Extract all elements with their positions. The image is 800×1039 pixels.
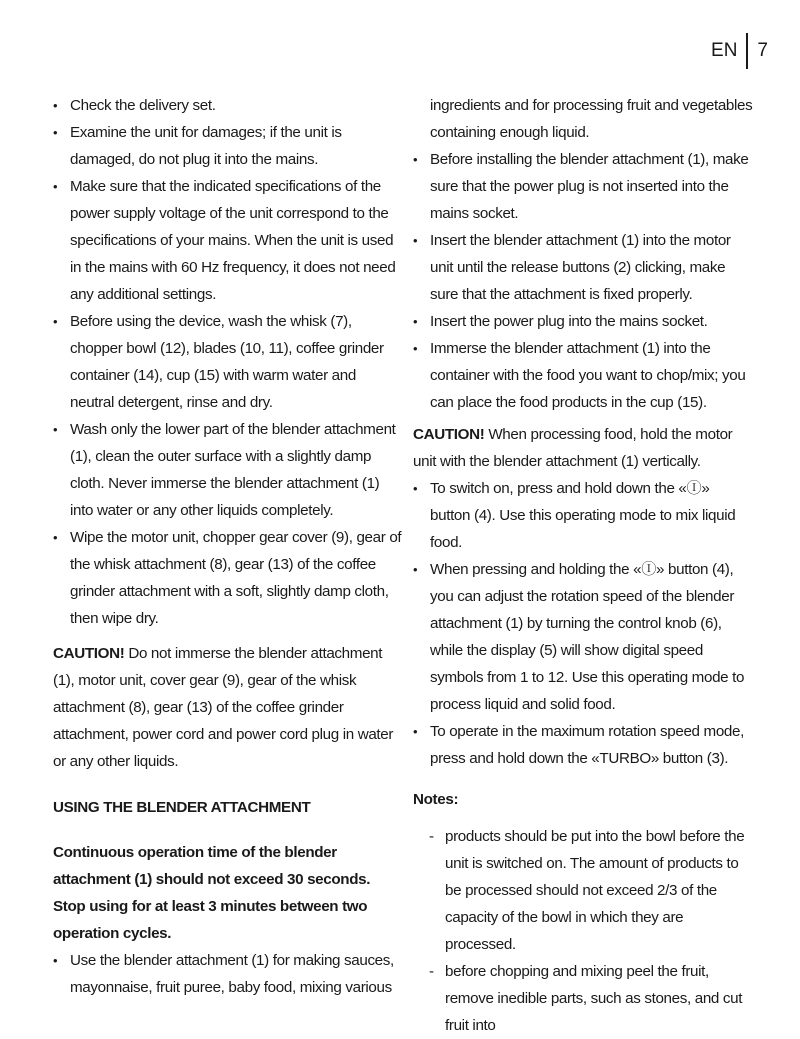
caution-text: Do not immerse the blender attachment (1), motor unit, cover gear (9), gear of the whisk attachment (8), gear (13) of the coffee grinder attachment, power cord and power cord plug in water or any other liquids. [53,645,394,770]
operation-time-warning: Continuous operation time of the blender attachment (1) should not exceed 30 seconds. Stop using for at least 3 minutes between two operation cycles. [53,844,371,942]
caution-label: CAUTION! [53,645,125,662]
preparation-list [53,92,403,632]
list-item: - products should be put into the bowl before the unit is switched on. The amount of products to be processed should not exceed 2/3 of the capacity of the bowl in which they are processed. [429,823,753,958]
notes-list [413,823,753,1039]
operation-list [413,475,753,772]
list-item: • Check the delivery set. [53,92,403,119]
right-column [413,92,753,1039]
list-item: • Wash only the lower part of the blender attachment (1), clean the outer surface with a slightly damp cloth. Never immerse the blender attachment (1) into water or any other liquids completely. [53,416,403,524]
language-code: EN [711,40,738,61]
installation-list [413,146,753,416]
list-item: • Use the blender attachment (1) for making sauces, mayonnaise, fruit puree, baby food, mixing various [53,947,403,1001]
left-column [53,92,403,1001]
caution-label: CAUTION! [413,426,485,443]
caution-text: When processing food, hold the motor unit with the blender attachment (1) vertically. [413,426,733,470]
list-item: • Immerse the blender attachment (1) into the container with the food you want to chop/mix; you can place the food products in the cup (15). [413,335,753,416]
list-item: • Insert the blender attachment (1) into the motor unit until the release buttons (2) clicking, make sure that the attachment is fixed properly. [413,227,753,308]
page-number: 7 [757,40,768,61]
notes-heading: Notes: [413,791,459,808]
caution-paragraph [53,640,403,775]
list-item: • Examine the unit for damages; if the unit is damaged, do not plug it into the mains. [53,119,403,173]
section-heading: USING THE BLENDER ATTACHMENT [53,799,311,816]
list-item: - before chopping and mixing peel the fruit, remove inedible parts, such as stones, and cut fruit into [429,958,753,1039]
list-item: • Make sure that the indicated specifications of the power supply voltage of the unit correspond to the specifications of your mains. When the unit is used in the mains with 60 Hz frequency, it does not need any additional settings. [53,173,403,308]
page-header [711,33,768,69]
list-item: • To operate in the maximum rotation speed mode, press and hold down the «TURBO» button (3). [413,718,753,772]
list-item: • Insert the power plug into the mains socket. [413,308,753,335]
list-item: • To switch on, press and hold down the «Ⓘ» button (4). Use this operating mode to mix liquid food. [413,475,753,556]
usage-list [53,947,403,1001]
list-item: • Before using the device, wash the whisk (7), chopper bowl (12), blades (10, 11), coffee grinder container (14), cup (15) with warm water and neutral detergent, rinse and dry. [53,308,403,416]
continued-text: ingredients and for processing fruit and vegetables containing enough liquid. [430,97,753,141]
list-item: • Before installing the blender attachment (1), make sure that the power plug is not inserted into the mains socket. [413,146,753,227]
caution-paragraph [413,421,753,475]
list-item: • Wipe the motor unit, chopper gear cover (9), gear of the whisk attachment (8), gear (13) of the coffee grinder attachment with a soft, slightly damp cloth, then wipe dry. [53,524,403,632]
list-item: • When pressing and holding the «Ⓘ» button (4), you can adjust the rotation speed of the blender attachment (1) by turning the control knob (6), while the display (5) will show digital speed symbols from 1 to 12. Use this operating mode to process liquid and solid food. [413,556,753,718]
